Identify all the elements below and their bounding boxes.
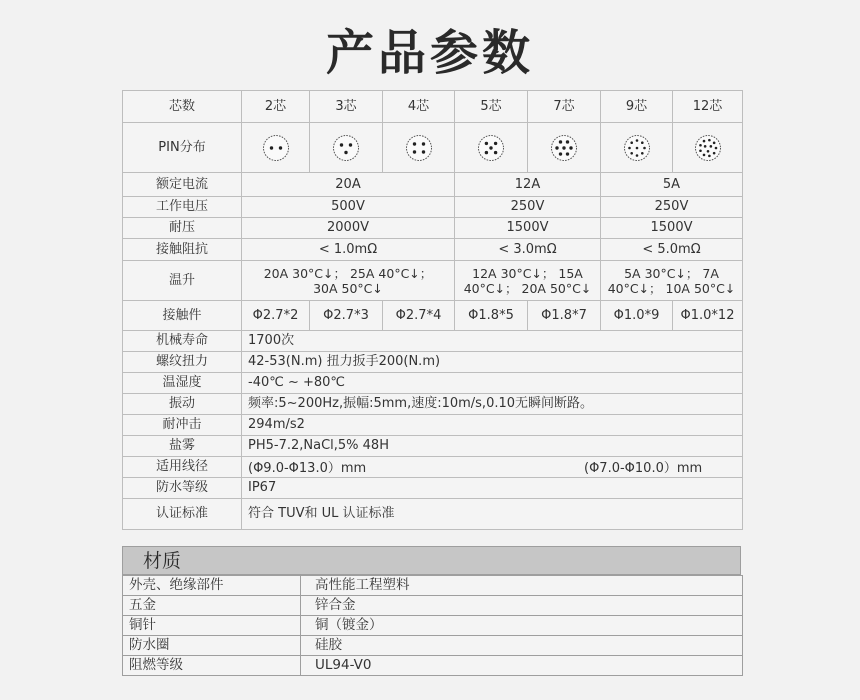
cert-row bbox=[123, 499, 743, 530]
spec-row-label: 温湿度 bbox=[123, 373, 242, 394]
header-label: 芯数 bbox=[123, 91, 242, 123]
pin-dot bbox=[712, 141, 715, 144]
wire-value bbox=[242, 457, 743, 478]
current-value: 12A bbox=[455, 173, 601, 197]
temp-rise-row bbox=[123, 261, 743, 301]
withstand-value: 2000V bbox=[242, 218, 455, 239]
spec-row-label: 机械寿命 bbox=[123, 331, 242, 352]
contact-row bbox=[123, 301, 743, 331]
connector-outline bbox=[406, 135, 431, 160]
spec-row bbox=[123, 373, 743, 394]
pin-dot bbox=[559, 152, 562, 155]
pin-dot bbox=[494, 150, 497, 153]
spec-row bbox=[123, 394, 743, 415]
pin-dot bbox=[702, 139, 705, 142]
contact-value: Φ1.0*12 bbox=[673, 301, 743, 331]
spec-row-value: 294m/s2 bbox=[242, 415, 743, 436]
spec-table bbox=[122, 90, 743, 530]
material-value: 铜（镀金） bbox=[301, 616, 743, 636]
pin-dot bbox=[643, 146, 646, 149]
spec-row bbox=[123, 415, 743, 436]
pin-dot bbox=[635, 139, 638, 142]
resistance-label: 接触阻抗 bbox=[123, 239, 242, 261]
material-value: UL94-V0 bbox=[301, 656, 743, 676]
spec-row bbox=[123, 436, 743, 457]
pin-dot bbox=[421, 142, 424, 145]
voltage-row bbox=[123, 197, 743, 218]
pin-dot bbox=[703, 145, 706, 148]
spec-row-value: 42-53(N.m) 扭力扳手200(N.m) bbox=[242, 352, 743, 373]
pin-layout-9-icon bbox=[623, 134, 651, 162]
wire-row bbox=[123, 457, 743, 478]
col-5: 5芯 bbox=[455, 91, 528, 123]
voltage-value: 500V bbox=[242, 197, 455, 218]
spec-row-value: 频率:5~200Hz,振幅:5mm,速度:10m/s,0.10无瞬间断路。 bbox=[242, 394, 743, 415]
pin-dot bbox=[562, 146, 565, 149]
pin-dot bbox=[269, 146, 272, 149]
connector-outline bbox=[334, 135, 359, 160]
pin-dot bbox=[708, 154, 711, 157]
waterproof-label: 防水等级 bbox=[123, 478, 242, 499]
pin-dot bbox=[412, 142, 415, 145]
pin-row bbox=[123, 123, 743, 173]
pin-dot bbox=[714, 146, 717, 149]
wire-label: 适用线径 bbox=[123, 457, 242, 478]
current-value: 5A bbox=[601, 173, 743, 197]
current-value: 20A bbox=[242, 173, 455, 197]
temp-rise-value bbox=[455, 261, 601, 301]
temp-rise-line: 5A 30°C↓； 7A bbox=[624, 265, 719, 281]
voltage-value: 250V bbox=[601, 197, 743, 218]
temp-rise-line: 40°C↓； 20A 50°C↓ bbox=[463, 280, 592, 296]
spec-row-value: -40℃ ~ +80℃ bbox=[242, 373, 743, 394]
material-row bbox=[123, 596, 743, 616]
temp-rise-label: 温升 bbox=[123, 261, 242, 301]
pin-dot bbox=[641, 152, 644, 155]
voltage-value: 250V bbox=[455, 197, 601, 218]
pin-dot bbox=[559, 140, 562, 143]
pin-dot bbox=[699, 143, 702, 146]
contact-value: Φ2.7*4 bbox=[383, 301, 455, 331]
contact-value: Φ1.0*9 bbox=[601, 301, 673, 331]
col-4: 4芯 bbox=[383, 91, 455, 123]
col-3: 3芯 bbox=[310, 91, 383, 123]
resistance-row bbox=[123, 239, 743, 261]
pin-dot bbox=[421, 150, 424, 153]
resistance-value: < 1.0mΩ bbox=[242, 239, 455, 261]
pin-dot bbox=[699, 149, 702, 152]
connector-outline bbox=[263, 135, 288, 160]
spec-row-label: 耐冲击 bbox=[123, 415, 242, 436]
pin-dot bbox=[412, 150, 415, 153]
contact-value: Φ2.7*2 bbox=[242, 301, 310, 331]
page-title: 产品参数 bbox=[325, 25, 534, 81]
temp-rise-line: 12A 30°C↓； 15A bbox=[472, 265, 583, 281]
temp-rise-line: 20A 30°C↓； 25A 40°C↓； bbox=[263, 265, 433, 281]
contact-value: Φ1.8*7 bbox=[528, 301, 601, 331]
material-row bbox=[123, 656, 743, 676]
pin-dot bbox=[349, 143, 352, 146]
waterproof-value: IP67 bbox=[242, 478, 743, 499]
pin-dot bbox=[566, 152, 569, 155]
pin-dot bbox=[712, 151, 715, 154]
cert-label: 认证标准 bbox=[123, 499, 242, 530]
pin-dot bbox=[630, 152, 633, 155]
pin-layout-12-icon bbox=[694, 134, 722, 162]
withstand-label: 耐压 bbox=[123, 218, 242, 239]
material-label: 五金 bbox=[123, 596, 301, 616]
pin-dot bbox=[494, 141, 497, 144]
pin-dot bbox=[702, 153, 705, 156]
pin-layout-7-icon bbox=[550, 134, 578, 162]
pin-dot bbox=[635, 154, 638, 157]
wire-value-a: (Φ9.0-Φ13.0）mm bbox=[248, 461, 367, 476]
pin-dot bbox=[555, 146, 558, 149]
col-2: 2芯 bbox=[242, 91, 310, 123]
contact-label: 接触件 bbox=[123, 301, 242, 331]
material-value: 锌合金 bbox=[301, 596, 743, 616]
spec-row-value: 1700次 bbox=[242, 331, 743, 352]
current-label: 额定电流 bbox=[123, 173, 242, 197]
pin-dot bbox=[344, 150, 347, 153]
pin-dot bbox=[635, 146, 638, 149]
spec-row bbox=[123, 331, 743, 352]
spec-row-label: 盐雾 bbox=[123, 436, 242, 457]
material-value: 高性能工程塑料 bbox=[301, 576, 743, 596]
pin-dot bbox=[566, 140, 569, 143]
resistance-value: < 5.0mΩ bbox=[601, 239, 743, 261]
material-header: 材质 bbox=[122, 546, 741, 575]
material-row bbox=[123, 636, 743, 656]
material-label: 铜针 bbox=[123, 616, 301, 636]
contact-value: Φ2.7*3 bbox=[310, 301, 383, 331]
pin-dot bbox=[708, 138, 711, 141]
waterproof-row bbox=[123, 478, 743, 499]
pin-dot bbox=[485, 150, 488, 153]
header-row bbox=[123, 91, 743, 123]
pin-layout-2-icon bbox=[262, 134, 290, 162]
spec-row bbox=[123, 352, 743, 373]
contact-value: Φ1.8*5 bbox=[455, 301, 528, 331]
pin-dot bbox=[569, 146, 572, 149]
col-9: 9芯 bbox=[601, 91, 673, 123]
material-label: 防水圈 bbox=[123, 636, 301, 656]
pin-dot bbox=[706, 150, 709, 153]
pin-dot bbox=[630, 141, 633, 144]
current-row bbox=[123, 173, 743, 197]
temp-rise-line: 30A 50°C↓ bbox=[313, 280, 383, 296]
cert-value: 符合 TUV和 UL 认证标准 bbox=[242, 499, 743, 530]
col-7: 7芯 bbox=[528, 91, 601, 123]
spec-row-label: 振动 bbox=[123, 394, 242, 415]
col-12: 12芯 bbox=[673, 91, 743, 123]
pin-dot bbox=[628, 146, 631, 149]
temp-rise-value bbox=[242, 261, 455, 301]
resistance-value: < 3.0mΩ bbox=[455, 239, 601, 261]
withstand-value: 1500V bbox=[601, 218, 743, 239]
pin-dot bbox=[489, 146, 492, 149]
pin-dot bbox=[641, 141, 644, 144]
pin-dot bbox=[278, 146, 281, 149]
voltage-label: 工作电压 bbox=[123, 197, 242, 218]
material-label: 外壳、绝缘部件 bbox=[123, 576, 301, 596]
material-row bbox=[123, 576, 743, 596]
temp-rise-line: 40°C↓； 10A 50°C↓ bbox=[607, 280, 736, 296]
temp-rise-value bbox=[601, 261, 743, 301]
withstand-row bbox=[123, 218, 743, 239]
pin-dot bbox=[485, 141, 488, 144]
material-table bbox=[122, 575, 743, 676]
pin-layout-4-icon bbox=[405, 134, 433, 162]
material-row bbox=[123, 616, 743, 636]
pin-label: PIN分布 bbox=[123, 123, 242, 173]
material-value: 硅胶 bbox=[301, 636, 743, 656]
wire-value-b: (Φ7.0-Φ10.0）mm bbox=[584, 461, 703, 476]
spec-row-label: 螺纹扭力 bbox=[123, 352, 242, 373]
pin-layout-3-icon bbox=[332, 134, 360, 162]
pin-layout-5-icon bbox=[477, 134, 505, 162]
material-label: 阻燃等级 bbox=[123, 656, 301, 676]
withstand-value: 1500V bbox=[455, 218, 601, 239]
spec-row-value: PH5-7.2,NaCl,5% 48H bbox=[242, 436, 743, 457]
pin-dot bbox=[709, 145, 712, 148]
pin-dot bbox=[340, 143, 343, 146]
